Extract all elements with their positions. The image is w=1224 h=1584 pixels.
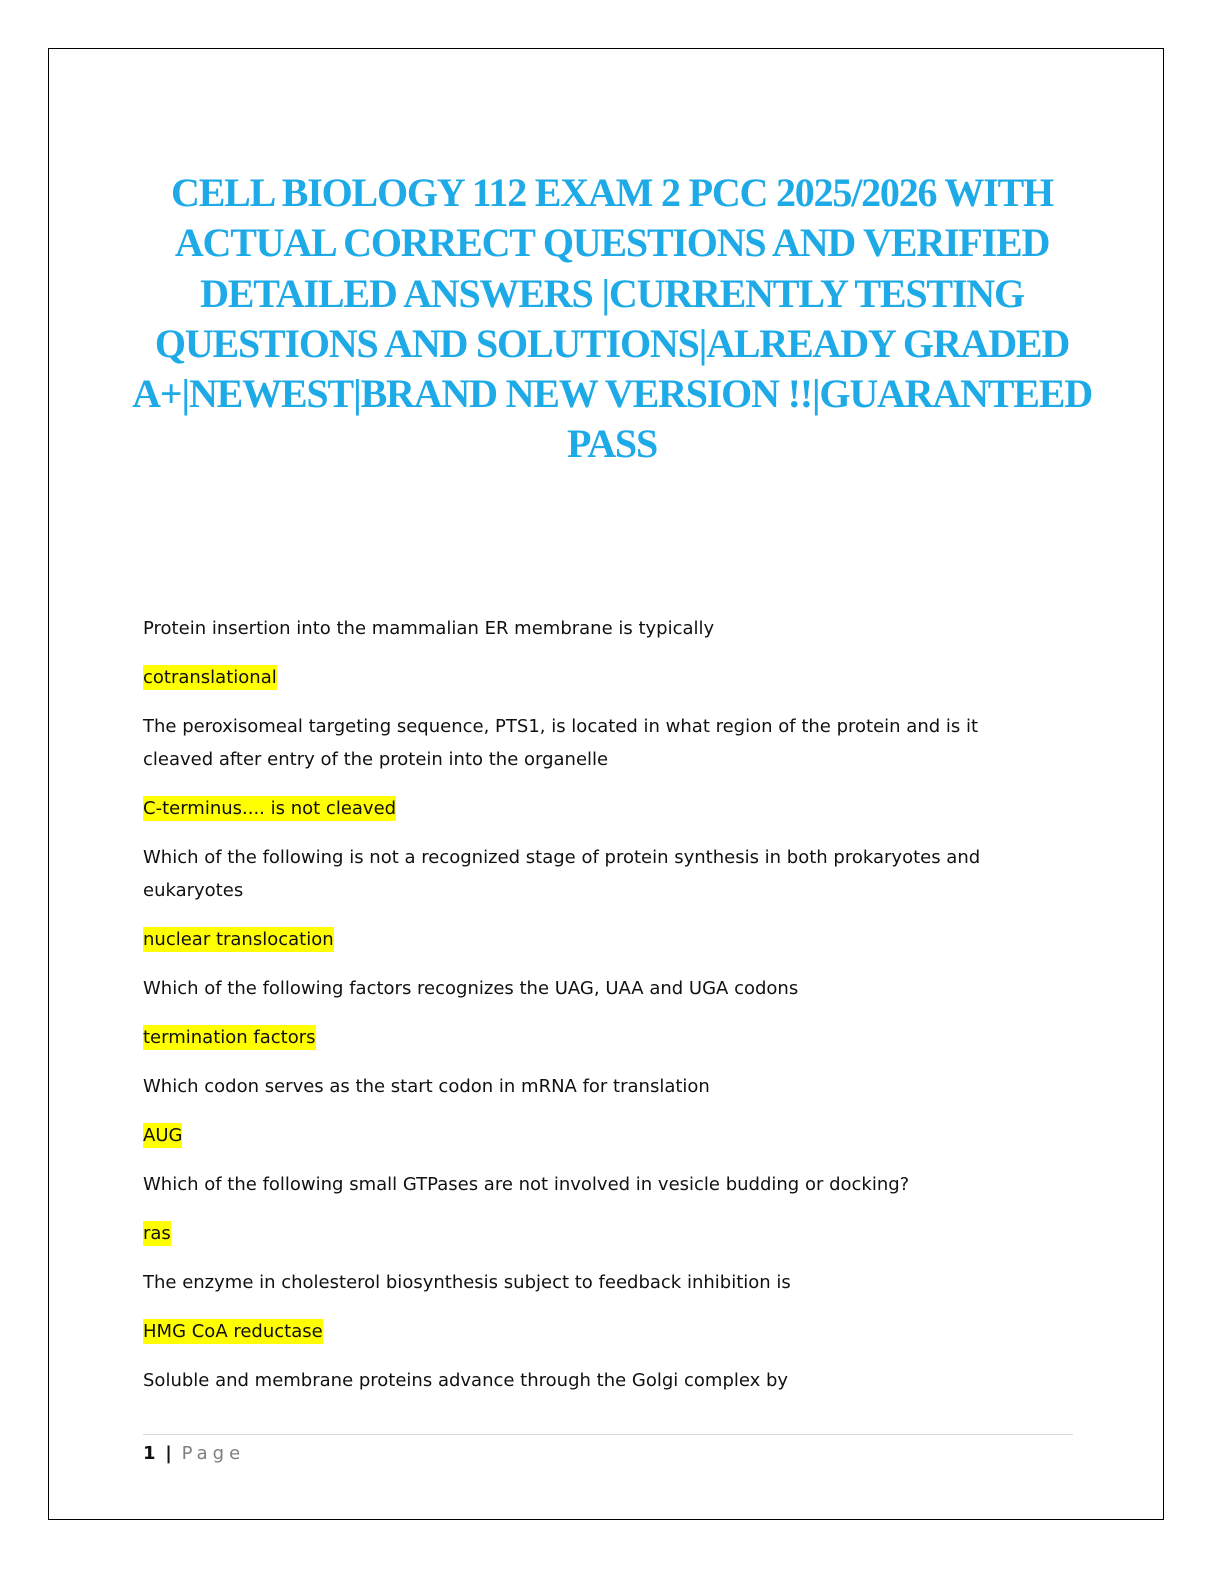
answer-line bbox=[143, 1021, 1073, 1054]
answer-highlight: AUG bbox=[143, 1125, 183, 1146]
question-text: Which of the following factors recognizes the UAG, UAA and UGA codons bbox=[143, 978, 799, 999]
answer-highlight: ras bbox=[143, 1223, 171, 1244]
answer-line bbox=[143, 661, 1073, 694]
question-text: Protein insertion into the mammalian ER membrane is typically bbox=[143, 618, 715, 639]
answer-highlight: HMG CoA reductase bbox=[143, 1321, 323, 1342]
page-label: Page bbox=[181, 1443, 246, 1464]
answer-line bbox=[143, 1315, 1073, 1348]
answer-highlight: termination factors bbox=[143, 1027, 316, 1048]
question-text: The peroxisomeal targeting sequence, PTS1, is located in what region of the protein and is it cleaved after entry of the protein into the organelle bbox=[143, 716, 979, 770]
footer-separator: | bbox=[165, 1443, 172, 1464]
answer-highlight: C-terminus.... is not cleaved bbox=[143, 798, 397, 819]
answer-line bbox=[143, 792, 1073, 825]
answer-line bbox=[143, 1119, 1073, 1152]
question-text: Which of the following small GTPases are not involved in vesicle budding or docking? bbox=[143, 1174, 910, 1195]
answer-line bbox=[143, 1217, 1073, 1250]
question-text: The enzyme in cholesterol biosynthesis subject to feedback inhibition is bbox=[143, 1272, 791, 1293]
answer-highlight: cotranslational bbox=[143, 667, 277, 688]
answer-highlight: nuclear translocation bbox=[143, 929, 334, 950]
answer-line bbox=[143, 923, 1073, 956]
question-text: Which codon serves as the start codon in mRNA for translation bbox=[143, 1076, 710, 1097]
question-text: Which of the following is not a recognized stage of protein synthesis in both prokaryotes and eukaryotes bbox=[143, 847, 981, 901]
page-number: 1 bbox=[143, 1443, 156, 1464]
question-text: Soluble and membrane proteins advance through the Golgi complex by bbox=[143, 1370, 789, 1391]
page-footer bbox=[143, 1440, 245, 1468]
document-title: CELL BIOLOGY 112 EXAM 2 PCC 2025/2026 WITH ACTUAL CORRECT QUESTIONS AND VERIFIED DETAILED ANSWERS |CURRENTLY TESTING QUESTIONS AND SOLUTIONS|ALREADY GRADED A+|NEWEST|BRAND NEW VERSION !!|GUARANTEED PASS bbox=[132, 170, 1092, 467]
qa-list bbox=[143, 612, 1073, 1413]
footer-divider bbox=[143, 1434, 1073, 1435]
